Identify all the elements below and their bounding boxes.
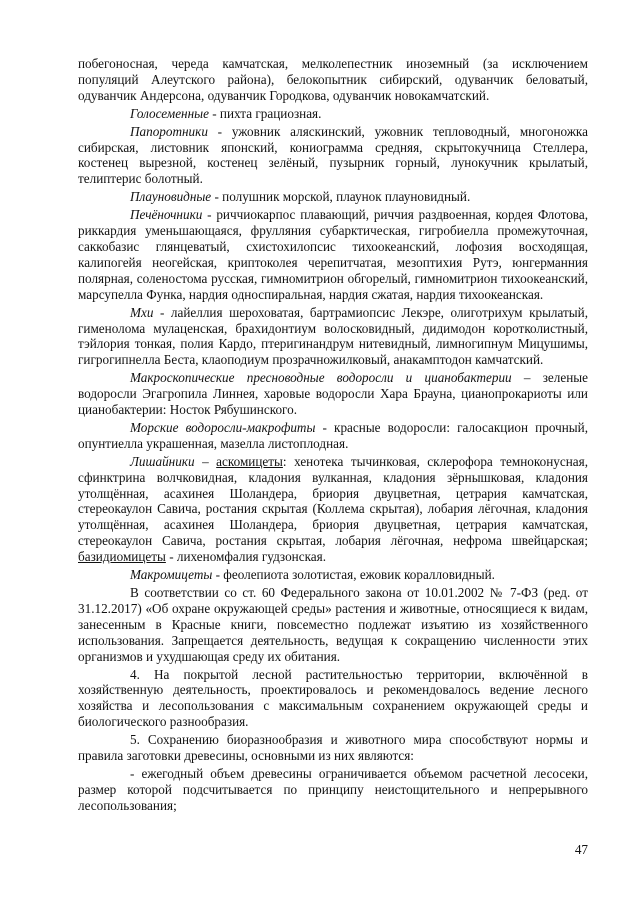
paragraph-text: - лайеллия шероховатая, бартрамиопсис Лекэре, олиготрихум крылатый, гименолома мулаценская, брахидонтиум волосковидный, дидимодон коротколистный, тэйлория тонкая, полия Кардо, птеригинандрум нитевидный, лимногипнум Мицушимы, гигрогипнелла Беста, клаоподиум прозрачножилковый, анакамптодон камчатский. xyxy=(78,304,588,368)
ascomycetes-label: аскомицеты xyxy=(216,453,283,469)
category-heading: Папоротники xyxy=(130,123,208,139)
paragraph-text: - ежегодный объем древесины ограничивается объемом расчетной лесосеки, размер которой подсчитывается по принципу неистощительного и непрерывного лесопользования; xyxy=(78,765,588,813)
paragraph-text: – зеленые водоросли Эгагропила Линнея, харовые водоросли Хара Брауна, цианопрокариоты или цианобактерии: Носток Рябушинского. xyxy=(78,370,588,418)
category-heading: Лишайники xyxy=(130,453,195,469)
category-heading: Плауновидные xyxy=(130,189,212,205)
paragraph-text: 5. Сохранению биоразнообразия и животного мира способствуют нормы и правила заготовки древесины, основными из них являются: xyxy=(78,732,588,764)
paragraph-ferns xyxy=(78,124,588,188)
category-heading: Печёночники xyxy=(130,207,203,223)
page-number: 47 xyxy=(574,842,588,857)
paragraph-text: - пихта грациозная. xyxy=(208,105,322,121)
paragraph-text: - ужовник аляскинский, ужовник тепловодный, многоножка сибирская, листовник японский, кониограмма средняя, скрытокучница Стеллера, костенец вырезной, костенец зелёный, пузырник горный, лунокучник крылатый, телиптерис болотный. xyxy=(78,123,588,187)
paragraph-text: - феолепиота золотистая, ежовик коралловидный. xyxy=(212,567,495,583)
paragraph-macromycetes xyxy=(78,567,588,583)
paragraph-mosses xyxy=(78,305,588,369)
paragraph-text: - риччиокарпос плавающий, риччия раздвоенная, кордея Флотова, риккардия уменьшающаяся, фрулляния субарктическая, гигробиелла промежуточная, саккобазис глянцеватый, схистохилопсис тихоокеанский, лофозия восходящая, калипогейя неогейская, криптоколея черепитчатая, мезоптихия Рутэ, юнгерманния полярная, соленостома русская, гимномитрион обгорелый, гимномитрион тихоокеанский, марсупелла Функа, нардия односпиральная, нардия сжатая, нардия тихоокеанская. xyxy=(78,207,588,302)
paragraph-bullet-annual-volume xyxy=(78,766,588,814)
category-heading: Мхи xyxy=(130,304,154,320)
paragraph-text: - лихеномфалия гудзонская. xyxy=(165,549,326,565)
paragraph-text: В соответствии со ст. 60 Федерального закона от 10.01.2002 № 7-ФЗ (ред. от 31.12.2017) «Об охране окружающей среды» растения и животные, относящиеся к видам, занесенным в Красные книги, повсеместно подлежат изъятию из хозяйственного использования. Запрещается деятельность, ведущая к сокращению численности этих организмов и ухудшающая среду их обитания. xyxy=(78,585,588,664)
paragraph-lichens xyxy=(78,454,588,565)
paragraph-item-4 xyxy=(78,667,588,731)
paragraph-text: - полушник морской, плаунок плауновидный. xyxy=(211,189,471,205)
paragraph-text: - красные водоросли: галосакцион прочный, опунтиелла украшенная, мазелла листоплодная. xyxy=(78,419,588,451)
dash: – xyxy=(194,453,217,469)
category-heading: Голосеменные xyxy=(130,105,209,121)
paragraph-freshwater-algae xyxy=(78,370,588,418)
category-heading: Макроскопические пресноводные водоросли и цианобактерии xyxy=(130,370,512,386)
paragraph-liverworts xyxy=(78,207,588,302)
paragraph-text: побегоносная, череда камчатская, мелколепестник иноземный (за исключением популяций Алеутского района), белокопытник сибирский, одуванчик беловатый, одуванчик Андерсона, одуванчик Городкова, одуванчик новокамчатский. xyxy=(78,56,588,103)
category-heading: Морские водоросли-макрофиты xyxy=(130,419,316,435)
category-heading: Макромицеты xyxy=(130,567,213,583)
paragraph-marine-algae xyxy=(78,420,588,452)
paragraph-text: 4. На покрытой лесной растительностью территории, включённой в хозяйственную деятельность, проектировалось и рекомендовалось ведение лесного хозяйства и лесопользования с максимальным сохранением окружающей среды и биологического разнообразия. xyxy=(78,666,588,730)
paragraph-text: : хенотека тычинковая, склерофора темноконусная, сфинктрина волчковидная, кладония вулканная, кладония зёрнышковая, кладония утолщённая, асахинея Шоландера, бриория двуцветная, цетрария камчатская, стереокаулон Савича, ростания скрытая (Коллема скрытая), лобария лёгочная, кладония утолщённая, асахинея Шоландера, бриория двуцветная, цетрария камчатская, стереокаулон Савича, ростания скрытая, лобария лёгочная, нефрома швейцарская; xyxy=(78,453,588,549)
paragraph-gymnosperms xyxy=(78,106,588,122)
paragraph-lycopods xyxy=(78,189,588,205)
paragraph-law-reference xyxy=(78,585,588,665)
paragraph-plants-list xyxy=(78,56,588,104)
paragraph-item-5 xyxy=(78,732,588,764)
basidiomycetes-label: базидиомицеты xyxy=(78,549,166,565)
